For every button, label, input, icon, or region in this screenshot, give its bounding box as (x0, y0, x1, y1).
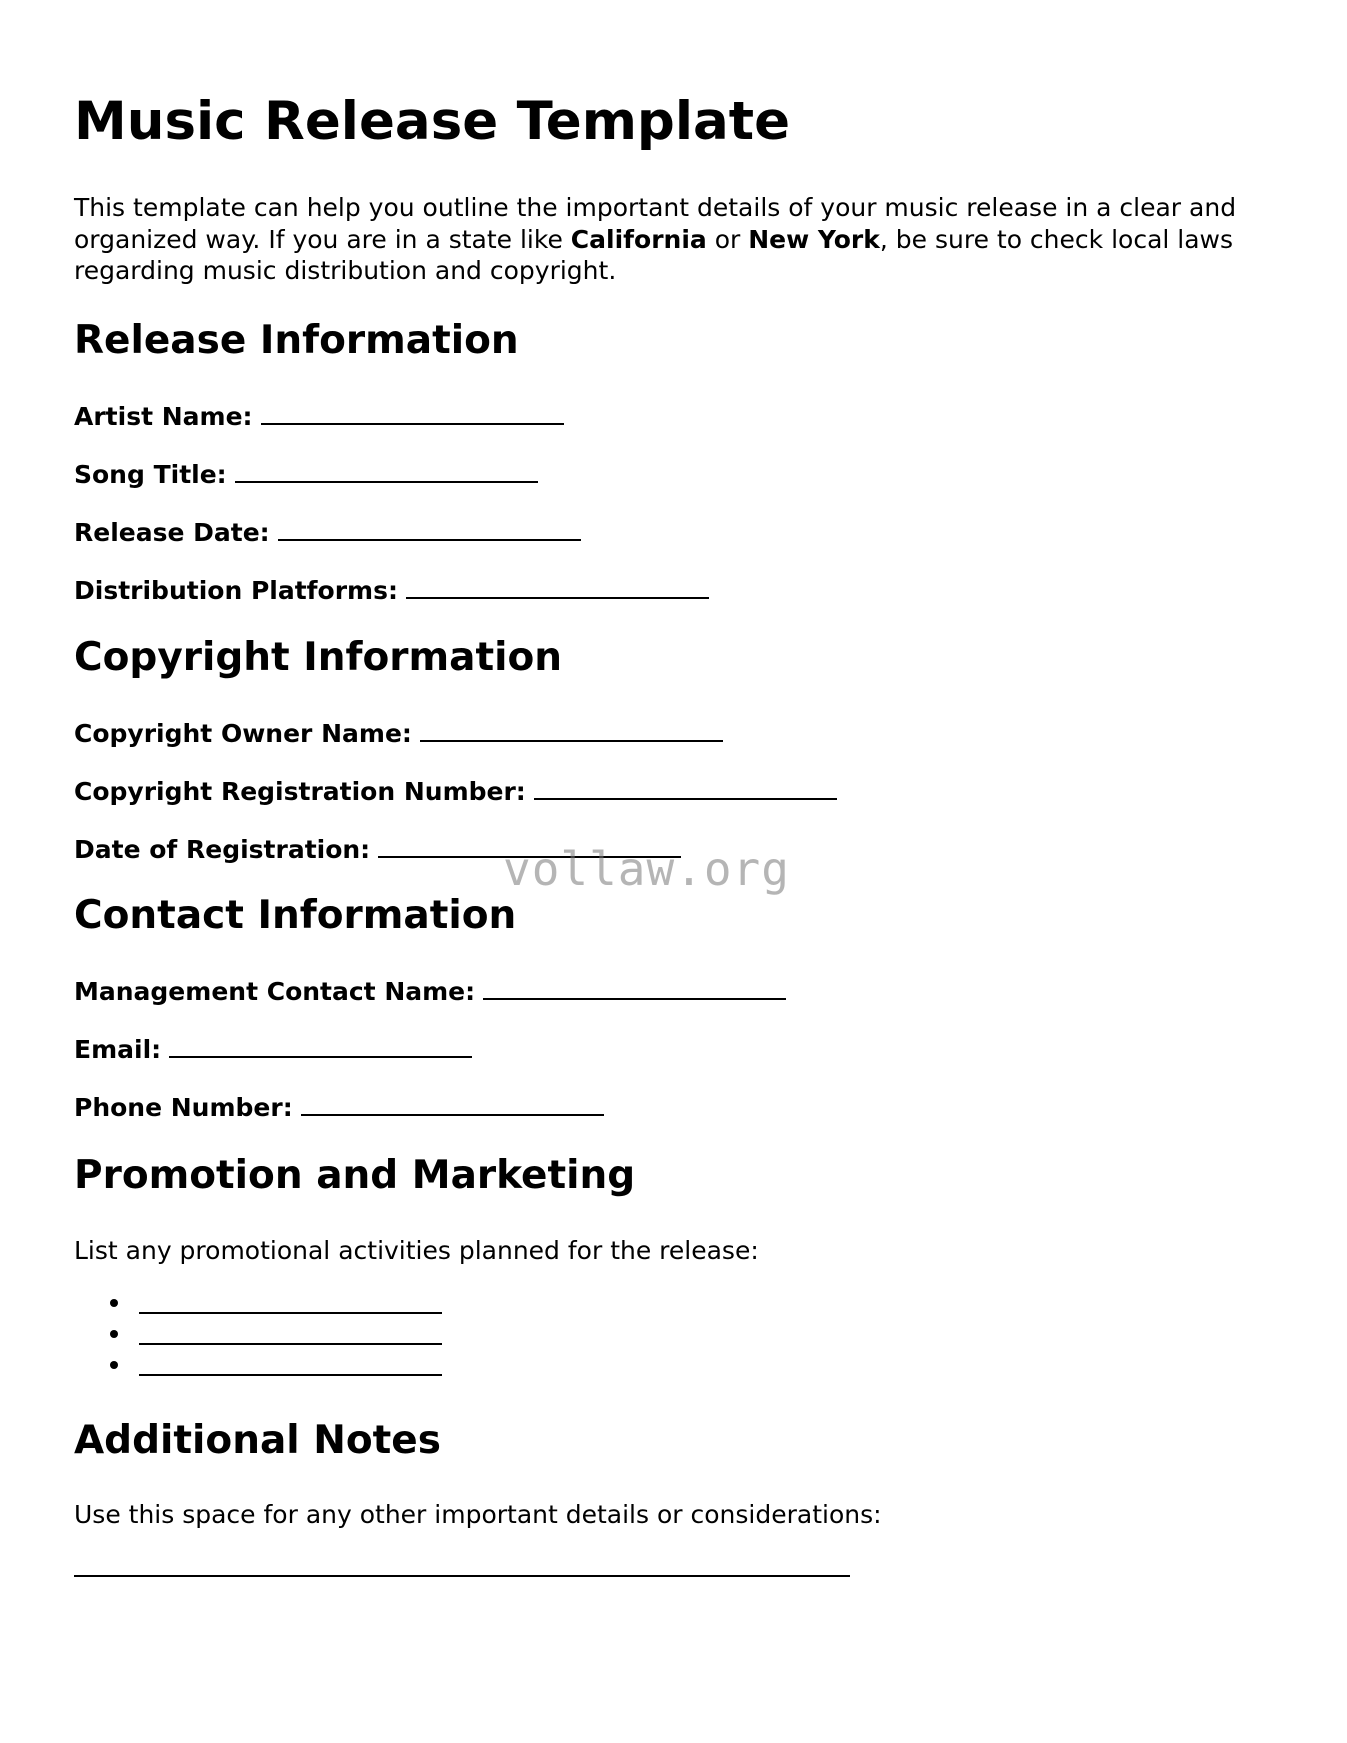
artist-name-blank[interactable] (261, 401, 564, 425)
watermark: vollaw.org (503, 842, 790, 896)
intro-state-new-york: New York (748, 224, 880, 254)
release-date-field (74, 517, 581, 548)
copyright-info-heading: Copyright Information (74, 635, 563, 680)
phone-number-field (74, 1092, 604, 1123)
copyright-registration-number-field (74, 776, 837, 807)
song-title-blank[interactable] (235, 459, 538, 483)
contact-info-heading: Contact Information (74, 893, 517, 938)
release-date-blank[interactable] (278, 517, 581, 541)
copyright-registration-number-blank[interactable] (534, 776, 837, 800)
song-title-label: Song Title: (74, 460, 227, 489)
management-contact-blank[interactable] (483, 976, 786, 1000)
copyright-owner-label: Copyright Owner Name: (74, 719, 412, 748)
list-item (74, 1321, 442, 1352)
notes-blank[interactable] (74, 1575, 850, 1577)
bullet-icon (110, 1330, 118, 1338)
phone-number-blank[interactable] (301, 1092, 604, 1116)
distribution-platforms-label: Distribution Platforms: (74, 576, 398, 605)
promotion-blank-2[interactable] (139, 1321, 442, 1345)
page-title: Music Release Template (74, 91, 791, 152)
email-label: Email: (74, 1035, 162, 1064)
artist-name-label: Artist Name: (74, 402, 253, 431)
copyright-owner-blank[interactable] (420, 718, 723, 742)
notes-prompt: Use this space for any other important details or considerations: (74, 1500, 882, 1529)
distribution-platforms-field (74, 575, 709, 606)
date-of-registration-label: Date of Registration: (74, 835, 371, 864)
promotion-heading: Promotion and Marketing (74, 1153, 636, 1198)
list-item (74, 1290, 442, 1321)
intro-paragraph (74, 192, 1254, 287)
intro-text-3: , be sure to check local laws regarding music distribution and copyright. (74, 224, 1234, 285)
notes-heading: Additional Notes (74, 1418, 441, 1463)
song-title-field (74, 459, 538, 490)
email-field (74, 1034, 472, 1065)
promotion-list (74, 1290, 442, 1383)
promotion-prompt: List any promotional activities planned for the release: (74, 1236, 759, 1265)
intro-state-california: California (570, 224, 707, 254)
release-date-label: Release Date: (74, 518, 270, 547)
distribution-platforms-blank[interactable] (406, 575, 709, 599)
artist-name-field (74, 401, 564, 432)
bullet-icon (110, 1299, 118, 1307)
email-blank[interactable] (169, 1034, 472, 1058)
promotion-blank-3[interactable] (139, 1352, 442, 1376)
management-contact-field (74, 976, 786, 1007)
release-info-heading: Release Information (74, 318, 519, 363)
bullet-icon (110, 1361, 118, 1369)
list-item (74, 1352, 442, 1383)
copyright-registration-number-label: Copyright Registration Number: (74, 777, 526, 806)
phone-number-label: Phone Number: (74, 1093, 293, 1122)
intro-text-1: This template can help you outline the important details of your music release in a clear and organized way. If you are in a state like (74, 193, 1237, 254)
copyright-owner-field (74, 718, 723, 749)
intro-text-2: or (706, 224, 749, 254)
management-contact-label: Management Contact Name: (74, 977, 476, 1006)
promotion-blank-1[interactable] (139, 1290, 442, 1314)
